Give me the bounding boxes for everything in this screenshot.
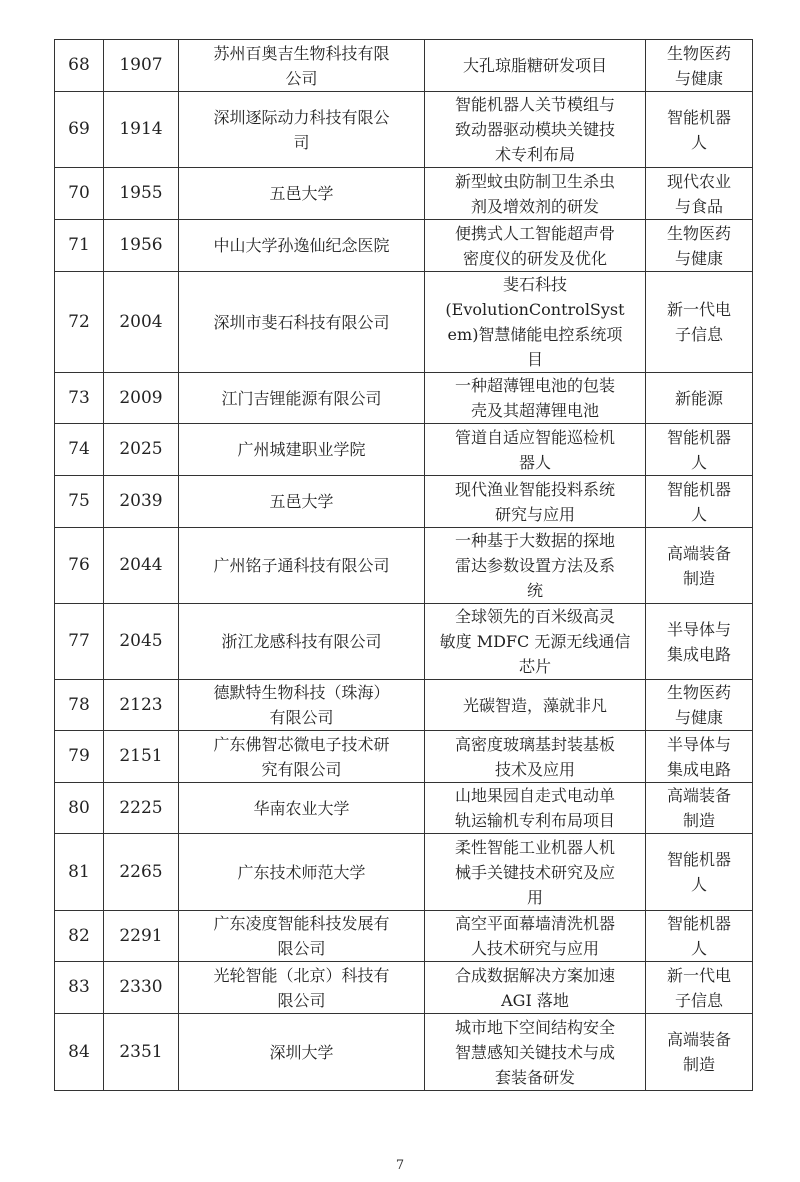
table-row (55, 424, 753, 476)
organization-cell: 德默特生物科技（珠海） 有限公司 (179, 680, 425, 731)
field-cell: 新一代电 子信息 (646, 272, 753, 373)
field-cell: 生物医药 与健康 (646, 40, 753, 92)
row-number-cell: 77 (55, 604, 104, 680)
row-number-cell: 69 (55, 92, 104, 168)
table-row (55, 731, 753, 783)
organization-cell: 光轮智能（北京）科技有 限公司 (179, 962, 425, 1014)
field-cell: 高端装备 制造 (646, 783, 753, 834)
project-id-cell: 2151 (104, 731, 179, 783)
project-id-cell: 2265 (104, 834, 179, 911)
project-id-cell: 2123 (104, 680, 179, 731)
table-row (55, 220, 753, 272)
organization-cell: 江门吉锂能源有限公司 (179, 373, 425, 424)
field-cell: 生物医药 与健康 (646, 680, 753, 731)
project-id-cell: 1956 (104, 220, 179, 272)
field-cell: 生物医药 与健康 (646, 220, 753, 272)
table-row (55, 168, 753, 220)
row-number-cell: 71 (55, 220, 104, 272)
organization-cell: 深圳逐际动力科技有限公 司 (179, 92, 425, 168)
organization-cell: 五邑大学 (179, 168, 425, 220)
row-number-cell: 76 (55, 528, 104, 604)
project-table (54, 39, 753, 1091)
project-id-cell: 1907 (104, 40, 179, 92)
page-number: 7 (395, 1158, 405, 1173)
field-cell: 智能机器 人 (646, 424, 753, 476)
row-number-cell: 81 (55, 834, 104, 911)
project-id-cell: 2291 (104, 911, 179, 962)
organization-cell: 浙江龙感科技有限公司 (179, 604, 425, 680)
row-number-cell: 80 (55, 783, 104, 834)
row-number-cell: 83 (55, 962, 104, 1014)
organization-cell: 华南农业大学 (179, 783, 425, 834)
table-row (55, 783, 753, 834)
field-cell: 半导体与 集成电路 (646, 604, 753, 680)
project-id-cell: 1955 (104, 168, 179, 220)
project-name-cell: 全球领先的百米级高灵 敏度 MDFC 无源无线通信 芯片 (425, 604, 646, 680)
row-number-cell: 78 (55, 680, 104, 731)
project-name-cell: 柔性智能工业机器人机 械手关键技术研究及应 用 (425, 834, 646, 911)
table-row (55, 528, 753, 604)
table-row (55, 92, 753, 168)
project-id-cell: 2025 (104, 424, 179, 476)
project-name-cell: 现代渔业智能投料系统 研究与应用 (425, 476, 646, 528)
organization-cell: 五邑大学 (179, 476, 425, 528)
table-row (55, 680, 753, 731)
organization-cell: 广州铭子通科技有限公司 (179, 528, 425, 604)
row-number-cell: 70 (55, 168, 104, 220)
project-name-cell: 大孔琼脂糖研发项目 (425, 40, 646, 92)
project-name-cell: 光碳智造，藻就非凡 (425, 680, 646, 731)
organization-cell: 广东技术师范大学 (179, 834, 425, 911)
organization-cell: 苏州百奥吉生物科技有限 公司 (179, 40, 425, 92)
table-row (55, 1014, 753, 1091)
table-row (55, 604, 753, 680)
table-row (55, 40, 753, 92)
organization-cell: 中山大学孙逸仙纪念医院 (179, 220, 425, 272)
row-number-cell: 82 (55, 911, 104, 962)
field-cell: 新能源 (646, 373, 753, 424)
project-id-cell: 2004 (104, 272, 179, 373)
field-cell: 高端装备 制造 (646, 528, 753, 604)
field-cell: 智能机器 人 (646, 476, 753, 528)
project-id-cell: 2330 (104, 962, 179, 1014)
table-row (55, 373, 753, 424)
project-name-cell: 高密度玻璃基封装基板 技术及应用 (425, 731, 646, 783)
field-cell: 高端装备 制造 (646, 1014, 753, 1091)
row-number-cell: 84 (55, 1014, 104, 1091)
project-name-cell: 一种超薄锂电池的包装 壳及其超薄锂电池 (425, 373, 646, 424)
organization-cell: 深圳市斐石科技有限公司 (179, 272, 425, 373)
project-name-cell: 城市地下空间结构安全 智慧感知关键技术与成 套装备研发 (425, 1014, 646, 1091)
organization-cell: 深圳大学 (179, 1014, 425, 1091)
table-row (55, 911, 753, 962)
field-cell: 智能机器 人 (646, 911, 753, 962)
project-id-cell: 1914 (104, 92, 179, 168)
row-number-cell: 73 (55, 373, 104, 424)
row-number-cell: 79 (55, 731, 104, 783)
table-row (55, 476, 753, 528)
row-number-cell: 72 (55, 272, 104, 373)
field-cell: 智能机器 人 (646, 92, 753, 168)
project-name-cell: 便携式人工智能超声骨 密度仪的研发及优化 (425, 220, 646, 272)
project-name-cell: 高空平面幕墙清洗机器 人技术研究与应用 (425, 911, 646, 962)
project-name-cell: 管道自适应智能巡检机 器人 (425, 424, 646, 476)
table-row (55, 962, 753, 1014)
table-row (55, 272, 753, 373)
organization-cell: 广州城建职业学院 (179, 424, 425, 476)
field-cell: 新一代电 子信息 (646, 962, 753, 1014)
field-cell: 智能机器 人 (646, 834, 753, 911)
field-cell: 现代农业 与食品 (646, 168, 753, 220)
row-number-cell: 75 (55, 476, 104, 528)
organization-cell: 广东凌度智能科技发展有 限公司 (179, 911, 425, 962)
project-name-cell: 新型蚊虫防制卫生杀虫 剂及增效剂的研发 (425, 168, 646, 220)
field-cell: 半导体与 集成电路 (646, 731, 753, 783)
project-name-cell: 合成数据解决方案加速 AGI 落地 (425, 962, 646, 1014)
row-number-cell: 74 (55, 424, 104, 476)
project-id-cell: 2044 (104, 528, 179, 604)
row-number-cell: 68 (55, 40, 104, 92)
project-id-cell: 2045 (104, 604, 179, 680)
project-name-cell: 智能机器人关节模组与 致动器驱动模块关键技 术专利布局 (425, 92, 646, 168)
project-name-cell: 斐石科技 (EvolutionControlSyst em)智慧储能电控系统项 目 (425, 272, 646, 373)
organization-cell: 广东佛智芯微电子技术研 究有限公司 (179, 731, 425, 783)
project-name-cell: 山地果园自走式电动单 轨运输机专利布局项目 (425, 783, 646, 834)
project-id-cell: 2351 (104, 1014, 179, 1091)
project-id-cell: 2225 (104, 783, 179, 834)
table-row (55, 834, 753, 911)
project-name-cell: 一种基于大数据的探地 雷达参数设置方法及系 统 (425, 528, 646, 604)
project-id-cell: 2009 (104, 373, 179, 424)
project-id-cell: 2039 (104, 476, 179, 528)
